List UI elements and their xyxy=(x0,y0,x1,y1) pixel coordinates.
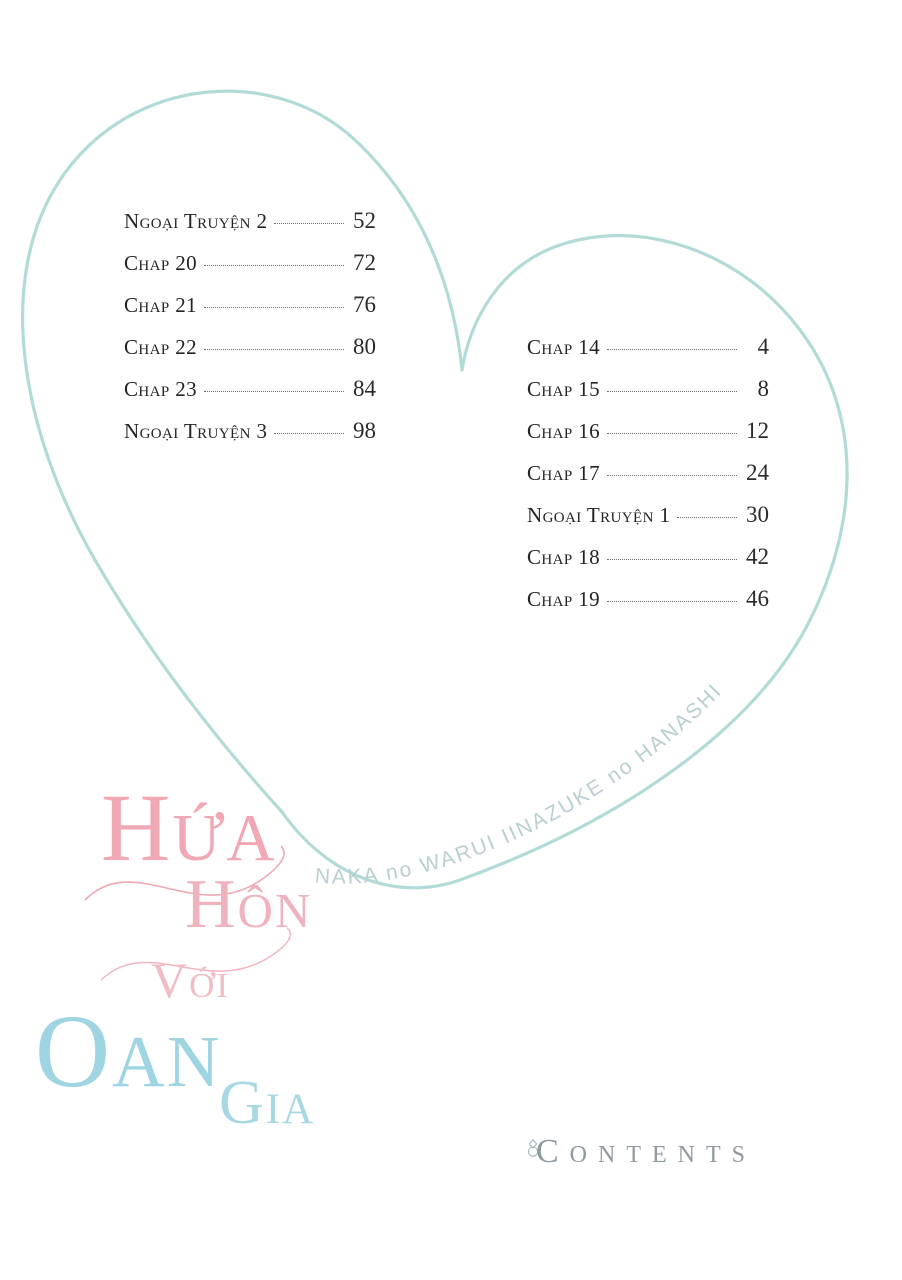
toc-entry-title: Chap 22 xyxy=(124,335,198,359)
toc-row[interactable] xyxy=(527,544,769,586)
toc-entry-title: Chap 20 xyxy=(124,251,198,275)
toc-leader-dots xyxy=(274,222,344,224)
toc-row[interactable] xyxy=(124,208,376,250)
toc-entry-title: Chap 17 xyxy=(527,461,601,485)
toc-entry-title: Chap 18 xyxy=(527,545,601,569)
toc-entry-page: 72 xyxy=(353,250,376,275)
title-word-gia: Gia xyxy=(219,1069,316,1137)
toc-leader-dots xyxy=(677,516,737,518)
toc-leader-dots xyxy=(607,600,737,602)
toc-row[interactable] xyxy=(527,586,769,628)
title-word-hua: Hứa xyxy=(101,774,277,881)
book-title xyxy=(35,770,365,1140)
toc-row[interactable] xyxy=(527,376,769,418)
toc-entry-page: 80 xyxy=(353,334,376,359)
toc-entry-page: 98 xyxy=(353,418,376,443)
toc-entry-page: 24 xyxy=(746,460,769,485)
toc-entry-page: 52 xyxy=(353,208,376,233)
toc-entry-page: 12 xyxy=(746,418,769,443)
toc-entry-page: 84 xyxy=(353,376,376,401)
toc-leader-dots xyxy=(607,390,737,392)
toc-leader-dots xyxy=(607,474,737,476)
toc-entry-title: Chap 15 xyxy=(527,377,601,401)
toc-leader-dots xyxy=(204,264,344,266)
toc-entry-title: Chap 21 xyxy=(124,293,198,317)
toc-entry-page: 30 xyxy=(746,502,769,527)
toc-entry-title: Ngoại Truyện 2 xyxy=(124,209,268,233)
romaji-arc-label: NAKA no WARUI IINAZUKE no HANASHI xyxy=(314,678,728,889)
toc-entry-page: 42 xyxy=(746,544,769,569)
toc-entry-title: Chap 16 xyxy=(527,419,601,443)
toc-entry-page: 46 xyxy=(746,586,769,611)
toc-row[interactable] xyxy=(124,418,376,460)
title-word-voi: Với xyxy=(151,952,231,1008)
toc-row[interactable] xyxy=(527,418,769,460)
toc-leader-dots xyxy=(204,390,344,392)
title-word-hon: Hôn xyxy=(185,866,313,943)
toc-leader-dots xyxy=(607,432,737,434)
toc-row[interactable] xyxy=(124,292,376,334)
toc-leader-dots xyxy=(607,348,737,350)
toc-row[interactable] xyxy=(527,334,769,376)
toc-leader-dots xyxy=(204,306,344,308)
toc-entry-page: 76 xyxy=(353,292,376,317)
toc-list-right xyxy=(527,334,769,628)
toc-row[interactable] xyxy=(124,250,376,292)
toc-leader-dots xyxy=(607,558,737,560)
toc-entry-page: 4 xyxy=(757,334,769,359)
toc-list-left xyxy=(124,208,376,460)
toc-entry-title: Chap 19 xyxy=(527,587,601,611)
toc-entry-title: Ngoại Truyện 1 xyxy=(527,503,671,527)
toc-leader-dots xyxy=(204,348,344,350)
toc-leader-dots xyxy=(274,432,344,434)
toc-row[interactable] xyxy=(527,502,769,544)
toc-row[interactable] xyxy=(124,376,376,418)
contents-heading: Contents xyxy=(535,1133,756,1170)
toc-entry-title: Chap 23 xyxy=(124,377,198,401)
toc-entry-page: 8 xyxy=(757,376,769,401)
title-word-oan: Oan xyxy=(35,994,222,1109)
toc-row[interactable] xyxy=(527,460,769,502)
toc-entry-title: Ngoại Truyện 3 xyxy=(124,419,268,443)
toc-entry-title: Chap 14 xyxy=(527,335,601,359)
toc-row[interactable] xyxy=(124,334,376,376)
